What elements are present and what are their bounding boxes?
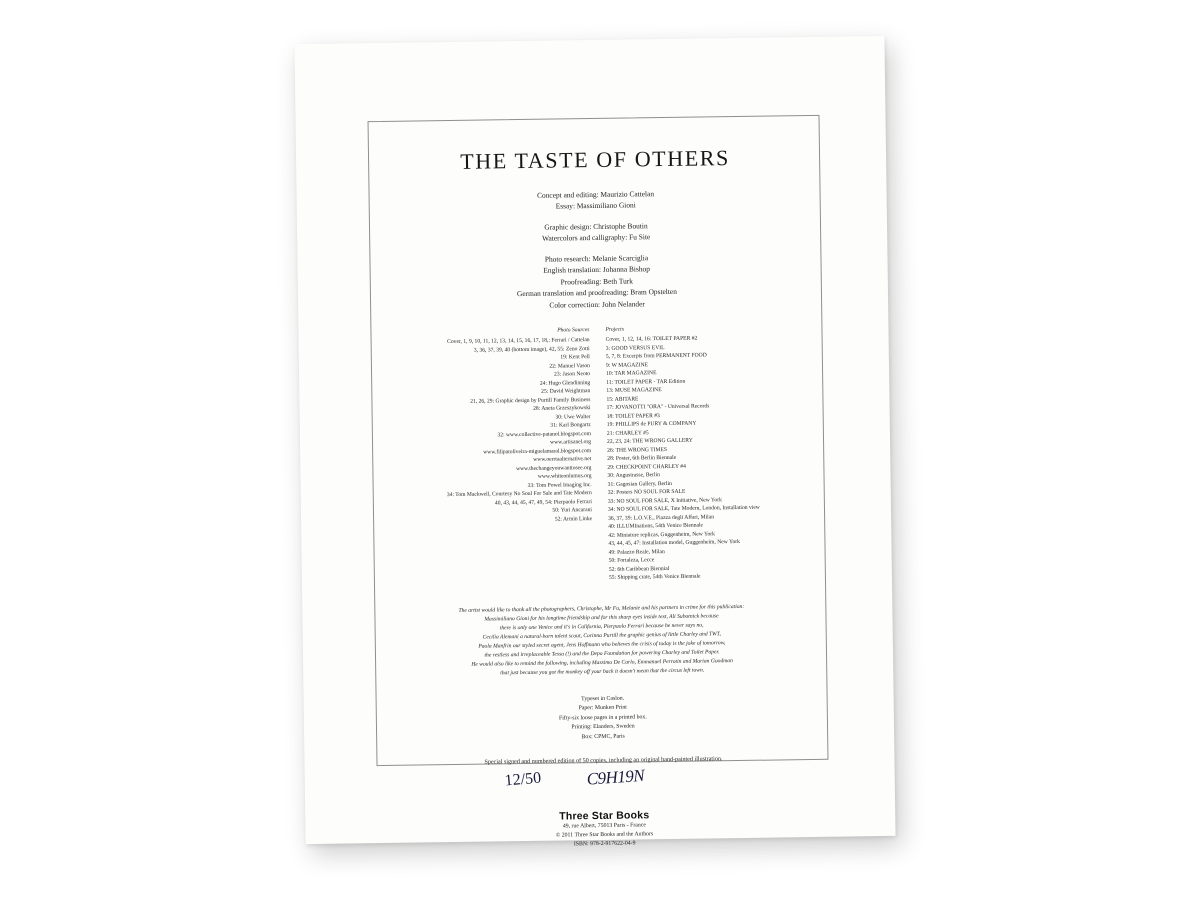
project-line: 34: NO SOUL FOR SALE, Tate Modern, London, Installation view — [607, 504, 760, 514]
page-title: THE TASTE OF OTHERS — [460, 145, 731, 174]
photo-source-line: 52: Armin Linke — [554, 515, 593, 523]
project-line: 21: CHARLEY #5 — [606, 429, 649, 437]
photo-source-line: 28: Aneta Grzeszykowski — [533, 405, 591, 413]
isbn-line: ISBN: 978-2-917622-04-9 — [573, 840, 636, 848]
acknowledgement-line: that just because you got the monkey off your back it doesn't mean that the circus left town. — [500, 667, 705, 677]
photo-sources-heading: Photo Sources — [557, 327, 590, 334]
photo-source-line: 19: Kent Pell — [560, 354, 590, 361]
project-line: 22, 23, 24: THE WRONG GALLERY — [606, 437, 693, 446]
photo-source-line: www.whiteonlumus.org — [537, 473, 592, 481]
acknowledgement-line: He would also like to remind the following, including Massimo De Carlo, Emmanuel Perrotin and Marian Goodman — [471, 658, 733, 668]
credit-line: Color correction: John Nelander — [549, 299, 645, 310]
acknowledgement-line: Paola Manfrin our styled secret agent, Jens Hoffmann who believes the crisis of today is the joke of tomorrow, — [478, 640, 726, 650]
credit-line: Watercolors and calligraphy: Fu Site — [542, 232, 651, 244]
project-line: 10: TAR MAGAZINE — [606, 370, 657, 378]
acknowledgement-line: The artist would like to thank all the photographers, Christophe, Mr Fu, Melanie and his partners in crime for this publication: — [458, 603, 745, 614]
colophon-line: Printing: Elanders, Sweden — [571, 723, 635, 731]
project-line: 30: Augustrasse, Berlin — [607, 472, 660, 480]
project-line: 3: GOOD VERSUS EVIL — [605, 344, 665, 352]
acknowledgement-line: Cecilia Alemani a natural-born talent scout, Corinna Purtill the graphic genius of little Charley and TWT, — [482, 631, 721, 641]
credits-group-2 — [396, 218, 796, 247]
project-line: 15: ABITARE — [606, 396, 639, 403]
edition-number-handwritten: 12/50 — [504, 769, 542, 790]
project-line: Cover, 1, 12, 14, 16: TOILET PAPER #2 — [605, 335, 698, 344]
photo-source-line: 3, 36, 37, 39, 40 (bottom image), 42, 55: Zeno Zotti — [473, 345, 590, 354]
colophon-line: Typeset in Caslon. — [581, 695, 625, 703]
project-line: 49: Palazzo Reale, Milan — [608, 548, 665, 556]
production-colophon — [403, 692, 804, 745]
credit-line: Proofreading: Beth Turk — [560, 276, 633, 287]
colophon-line: Box: CPMC, Paris — [581, 733, 625, 740]
credit-line: Graphic design: Christophe Boutin — [544, 221, 648, 232]
sources-and-projects-columns — [397, 323, 801, 585]
credit-line: Essay: Massimiliano Gioni — [555, 200, 636, 211]
projects-heading: Projects — [605, 326, 624, 334]
photo-source-line: 34: Tom Mackwell, Courtesy No Soul For Sale and Tate Modern — [446, 490, 592, 499]
project-line: 5, 7, 8: Excerpts from PERMANENT FOOD — [605, 352, 707, 361]
project-line: 29: CHECKPOINT CHARLEY #4 — [607, 463, 686, 471]
edition-note: Special signed and numbered edition of 50 copies, including an original hand-painted illustration. — [484, 756, 723, 766]
colophon-line: Fifty-six loose pages in a printed box. — [558, 714, 647, 722]
handwritten-annotations — [479, 766, 729, 799]
projects-column — [605, 324, 781, 583]
photo-source-line: 30: Uwe Walter — [555, 413, 591, 421]
photo-source-line: Cover, 1, 9, 10, 11, 12, 13, 14, 15, 16, 17, 18,: Ferrari / Cattelan — [447, 337, 590, 346]
credit-line: English translation: Johanna Bishop — [543, 264, 650, 276]
project-line: 55: Shipping crate, 54th Venice Biennale — [608, 573, 701, 582]
artist-signature-handwritten: C9H19N — [586, 765, 645, 789]
project-line: 26: THE WRONG TIMES — [607, 446, 668, 454]
project-line: 42: Miniature replicas, Guggenheim, New York — [608, 531, 715, 539]
project-line: 52: 6th Caribbean Biennial — [608, 565, 670, 573]
photo-source-line: 25: David Weightman — [541, 388, 591, 395]
acknowledgement-line: Massimiliano Gioni for his longtime friendship and for this sharp eyes inside text, Ali Subotnick because — [484, 613, 719, 623]
photo-sources-column — [417, 326, 593, 585]
acknowledgement-line: the restless and irreplaceable Tessa (!) and the Depo Foundation for powering Charley and Toilet Paper. — [484, 649, 720, 659]
project-line: 19: PHILLIPS de PURY & COMPANY — [606, 420, 697, 429]
copyright-line: © 2011 Three Star Books and the Authors — [555, 831, 654, 839]
photo-source-line: 32: www.collective-patanol.blogspot.com — [497, 430, 591, 439]
project-line: 17: JOVANOTTI "ORA" - Universal Records — [606, 403, 710, 412]
project-line: 9: W MAGAZINE — [605, 361, 649, 369]
photo-source-line: www.thechangeyouwanttosee.org — [516, 464, 592, 472]
project-line: 28: Poster, 6th Berlin Biennale — [607, 455, 677, 463]
photo-source-line: 50: Yuri Ancarani — [552, 507, 593, 514]
credit-line: German translation and proofreading: Bram Opstelten — [516, 287, 677, 299]
colophon-page-content — [369, 116, 831, 852]
project-line: 13: MUSE MAGAZINE — [606, 387, 662, 395]
printed-border-frame — [368, 115, 829, 848]
project-line: 32: Posters NO SOUL FOR SALE — [607, 488, 686, 497]
project-line: 11: TOILET PAPER - TAR Edition — [606, 378, 686, 386]
photo-source-line: 31: Karl Bongartz — [550, 422, 591, 429]
photo-source-line: www.filipatoliveira-miguelamaral.blogspot.com — [483, 447, 592, 456]
acknowledgement-line: there is only one Venice and it's in California, Pierpaolo Ferrari because he never says no, — [499, 622, 704, 632]
photo-source-line: www.oerrtaalternative.net — [533, 456, 592, 464]
publisher-address: 49, rue Albert, 75013 Paris - France — [562, 822, 646, 830]
publisher-name: Three Star Books — [559, 809, 650, 823]
photo-source-line: 21, 26, 29: Graphic design by Purtill Family Business — [470, 396, 591, 405]
photo-source-line: 24: Hugo Glendinning — [539, 379, 591, 387]
photo-source-line: www.artisanel.org — [550, 439, 592, 446]
credits-group-1 — [396, 186, 796, 215]
project-line: 36, 37, 39: L.O.V.E., Piazza degli Affari, Milan — [608, 514, 715, 522]
credits-group-3 — [396, 250, 797, 313]
project-line: 40: ILLUMInations, 54th Venice Biennale — [608, 522, 704, 531]
project-line: 43, 44, 45, 47: Installation model, Guggenheim, New York — [608, 539, 740, 548]
acknowledgements-block — [436, 602, 767, 679]
photo-source-line: 33: Tom Powel Imaging Inc. — [527, 481, 592, 489]
project-line: 31: Gagosian Gallery, Berlin — [607, 480, 672, 488]
publisher-block — [404, 807, 805, 852]
photo-source-line: 40, 43, 44, 45, 47, 49, 54: Pierpaolo Ferrari — [494, 498, 592, 507]
paper-sheet — [294, 36, 895, 848]
photo-source-line: 22: Manuel Vason — [549, 362, 591, 370]
project-line: 33: NO SOUL FOR SALE, X Initiative, New York — [607, 496, 722, 505]
colophon-line: Paper: Munken Print — [578, 705, 627, 712]
project-line: 18: TOILET PAPER #3 — [606, 412, 660, 420]
credit-line: Photo research: Melanie Scarciglia — [544, 253, 649, 264]
photo-source-line: 23: Jason Neoto — [553, 371, 591, 378]
credit-line: Concept and editing: Maurizio Cattelan — [537, 189, 655, 200]
project-line: 50: Fortaleza, Lecce — [608, 557, 655, 565]
